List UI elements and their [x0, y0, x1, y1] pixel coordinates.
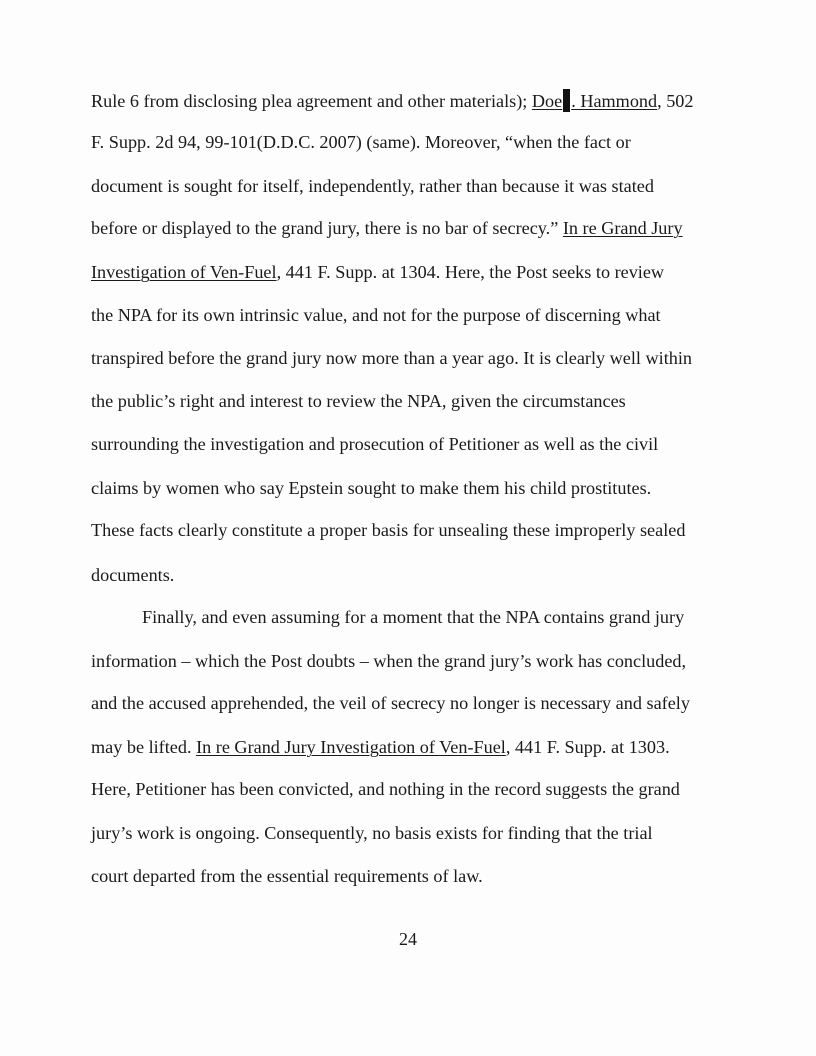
body-line-13: Finally, and even assuming for a moment that the NPA contains grand jury	[142, 607, 685, 627]
body-line-8: the public’s right and interest to review the NPA, given the circumstances	[91, 391, 626, 411]
case-citation-ven-fuel: In re Grand Jury	[562, 218, 683, 238]
body-line-14: information – which the Post doubts – when the grand jury’s work has concluded,	[91, 651, 687, 671]
body-line-2: F. Supp. 2d 94, 99-101(D.D.C. 2007) (same). Moreover, “when the fact or	[91, 132, 631, 152]
text-run: , 502	[657, 91, 694, 111]
body-line-9: surrounding the investigation and prosecution of Petitioner as well as the civil	[91, 434, 659, 454]
text-run: , 441 F. Supp. at 1304. Here, the Post seeks to review	[276, 262, 665, 282]
text-run: Rule 6 from disclosing plea agreement and other materials);	[91, 91, 532, 111]
case-citation-doe-hammond	[532, 91, 657, 111]
body-line-17: Here, Petitioner has been convicted, and nothing in the record suggests the grand	[91, 779, 680, 799]
redaction-mark	[563, 89, 570, 112]
citation-part: Doe	[531, 91, 563, 111]
body-line-18: jury’s work is ongoing. Consequently, no basis exists for finding that the trial	[91, 823, 653, 843]
body-line-4	[91, 217, 683, 239]
text-run: before or displayed to the grand jury, there is no bar of secrecy.”	[91, 218, 563, 238]
body-line-16	[91, 736, 670, 758]
case-citation-ven-fuel: In re Grand Jury Investigation of Ven-Fuel	[196, 737, 506, 757]
case-citation-ven-fuel: Investigation of Ven-Fuel	[91, 262, 277, 282]
body-line-7: transpired before the grand jury now more than a year ago. It is clearly well within	[91, 348, 692, 368]
body-line-15: and the accused apprehended, the veil of secrecy no longer is necessary and safely	[91, 693, 690, 713]
body-line-11: These facts clearly constitute a proper basis for unsealing these improperly sealed	[91, 520, 686, 540]
body-line-6: the NPA for its own intrinsic value, and not for the purpose of discerning what	[91, 305, 661, 325]
body-line-5	[91, 261, 664, 283]
body-line-1	[91, 89, 693, 112]
body-line-3: document is sought for itself, independently, rather than because it was stated	[91, 176, 654, 196]
text-run: may be lifted.	[91, 737, 197, 757]
body-line-19: court departed from the essential requirements of law.	[91, 866, 483, 886]
body-line-10: claims by women who say Epstein sought to make them his child prostitutes.	[91, 478, 652, 498]
text-run: , 441 F. Supp. at 1303.	[505, 737, 670, 757]
citation-part: . Hammond	[571, 91, 658, 111]
body-line-12: documents.	[91, 565, 175, 585]
page-number: 24	[399, 929, 417, 949]
